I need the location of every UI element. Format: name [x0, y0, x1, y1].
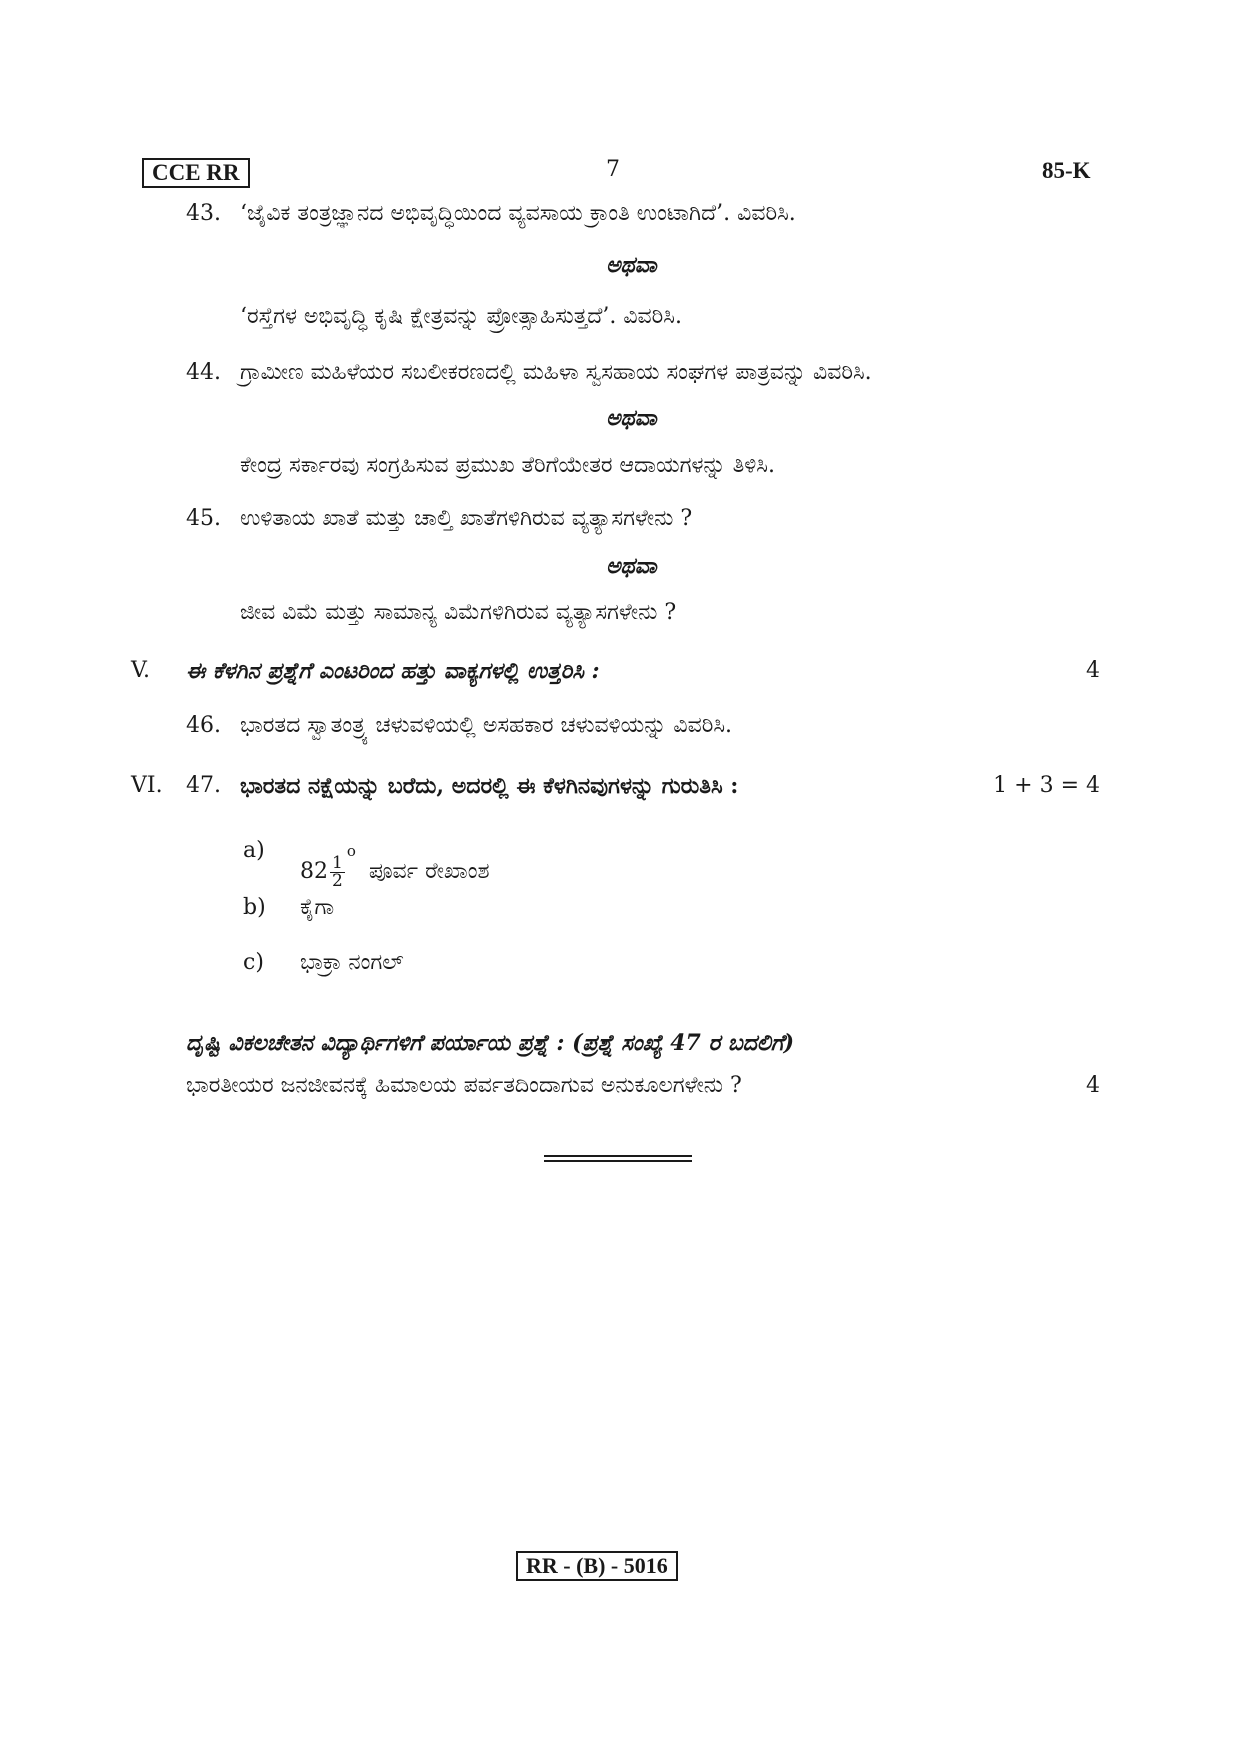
section-instruction: ಈ ಕೆಳಗಿನ ಪ್ರಶ್ನೆಗೆ ಎಂಟರಿಂದ ಹತ್ತು ವಾಕ್ಯಗಳಲ್ಲಿ ಉತ್ತರಿಸಿ :	[186, 658, 600, 684]
footer-code: RR - (B) - 5016	[516, 1551, 678, 1581]
section-numeral: VI.	[131, 773, 163, 798]
item-text: ಭಾಕ್ರಾ ನಂಗಲ್	[300, 950, 404, 975]
end-rule-bottom	[544, 1160, 692, 1162]
question-text: ‘ಜೈವಿಕ ತಂತ್ರಜ್ಞಾನದ ಅಭಿವೃದ್ಧಿಯಿಂದ ವ್ಯವಸಾಯ ಕ್ರಾಂತಿ ಉಂಟಾಗಿದೆ’. ವಿವರಿಸಿ.	[240, 201, 796, 226]
end-rule-top	[544, 1155, 692, 1157]
question-text: ಭಾರತದ ಸ್ವಾತಂತ್ರ್ಯ ಚಳುವಳಿಯಲ್ಲಿ ಅಸಹಕಾರ ಚಳುವಳಿಯನ್ನು ವಿವರಿಸಿ.	[240, 713, 732, 738]
section-numeral: V.	[131, 658, 151, 683]
question-text: ಗ್ರಾಮೀಣ ಮಹಿಳೆಯರ ಸಬಲೀಕರಣದಲ್ಲಿ ಮಹಿಳಾ ಸ್ವಸಹಾಯ ಸಂಘಗಳ ಪಾತ್ರವನ್ನು ವಿವರಿಸಿ.	[240, 360, 872, 385]
longitude-value	[300, 823, 490, 900]
or-separator: ಅಥವಾ	[606, 252, 657, 278]
alternative-question-text: ಕೇಂದ್ರ ಸರ್ಕಾರವು ಸಂಗ್ರಹಿಸುವ ಪ್ರಮುಖ ತೆರಿಗೆಯೇತರ ಆದಾಯಗಳನ್ನು ತಿಳಿಸಿ.	[240, 453, 775, 478]
question-number: 45.	[186, 506, 221, 531]
or-separator: ಅಥವಾ	[606, 405, 657, 431]
item-text: ಪೂರ್ವ ರೇಖಾಂಶ	[368, 859, 490, 884]
question-number: 44.	[186, 360, 221, 385]
half-fraction	[330, 852, 345, 891]
alternative-question-heading: ದೃಷ್ಟಿ ವಿಕಲಚೇತನ ವಿದ್ಯಾರ್ಥಿಗಳಿಗೆ ಪರ್ಯಾಯ ಪ್ರಶ್ನೆ : (ಪ್ರಶ್ನೆ ಸಂಖ್ಯೆ 47 ರ ಬದಲಿಗೆ)	[186, 1030, 795, 1056]
item-label: a)	[243, 838, 265, 863]
section-marks: 1 + 3 = 4	[993, 773, 1100, 798]
alternative-question-text: ಜೀವ ವಿಮೆ ಮತ್ತು ಸಾಮಾನ್ಯ ವಿಮೆಗಳಿಗಿರುವ ವ್ಯತ್ಯಾಸಗಳೇನು ?	[240, 600, 677, 625]
or-separator: ಅಥವಾ	[606, 553, 657, 579]
question-number: 43.	[186, 201, 221, 226]
alternative-question-text: ‘ರಸ್ತೆಗಳ ಅಭಿವೃದ್ಧಿ ಕೃಷಿ ಕ್ಷೇತ್ರವನ್ನು ಪ್ರೋತ್ಸಾಹಿಸುತ್ತದೆ’. ವಿವರಿಸಿ.	[240, 304, 682, 329]
fraction-denominator: 2	[332, 870, 343, 891]
longitude-degrees: 82	[300, 859, 328, 884]
item-label: c)	[243, 950, 264, 975]
degree-symbol: o	[346, 842, 356, 860]
section-marks: 4	[1086, 658, 1100, 683]
paper-code-left: CCE RR	[142, 158, 250, 188]
question-number: 46.	[186, 713, 221, 738]
page-number: 7	[606, 157, 620, 182]
fraction-numerator: 1	[332, 852, 343, 873]
question-text: ಉಳಿತಾಯ ಖಾತೆ ಮತ್ತು ಚಾಲ್ತಿ ಖಾತೆಗಳಿಗಿರುವ ವ್ಯತ್ಯಾಸಗಳೇನು ?	[240, 506, 693, 531]
paper-code-right: 85-K	[1042, 158, 1091, 183]
alternative-question-text: ಭಾರತೀಯರ ಜನಜೀವನಕ್ಕೆ ಹಿಮಾಲಯ ಪರ್ವತದಿಂದಾಗುವ ಅನುಕೂಲಗಳೇನು ?	[186, 1073, 742, 1098]
question-number: 47.	[186, 773, 221, 798]
item-text: ಕೈಗಾ	[300, 895, 335, 920]
item-label: b)	[243, 895, 266, 920]
alternative-question-marks: 4	[1086, 1073, 1100, 1098]
section-instruction: ಭಾರತದ ನಕ್ಷೆಯನ್ನು ಬರೆದು, ಅದರಲ್ಲಿ ಈ ಕೆಳಗಿನವುಗಳನ್ನು ಗುರುತಿಸಿ :	[240, 773, 739, 799]
